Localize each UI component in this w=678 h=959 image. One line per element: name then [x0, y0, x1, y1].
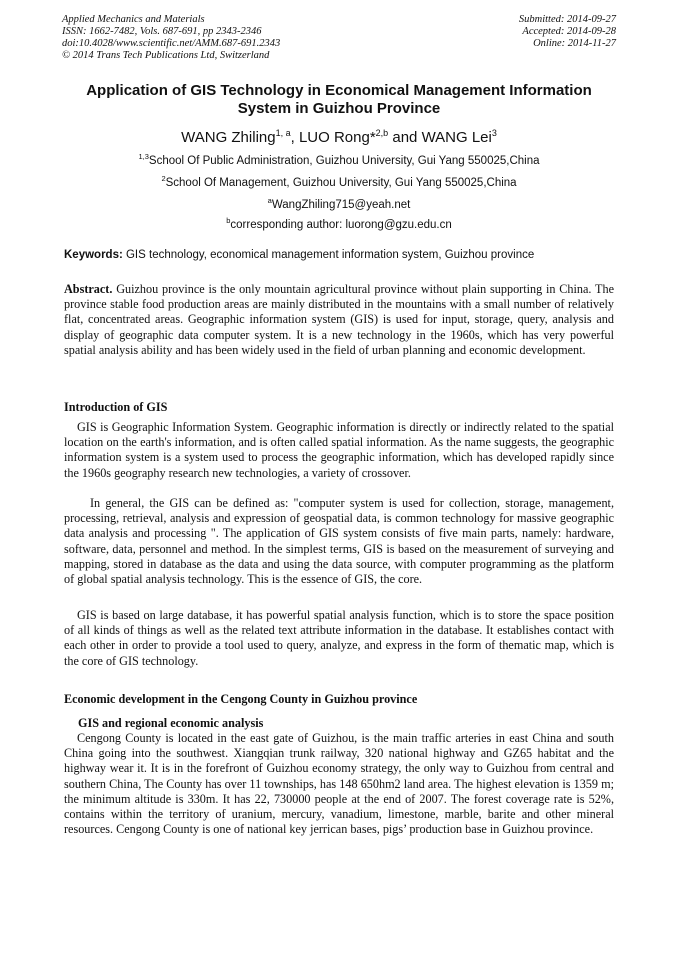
author-2-name: LUO Rong*	[298, 129, 376, 146]
author-separator-2: and	[388, 129, 422, 146]
accepted-date: Accepted: 2014-09-28	[522, 26, 616, 37]
section-1-paragraph-3: GIS is based on large database, it has powerful spatial analysis function, which is to store the space position of all kinds of things as well as the related text attribute information in the database. It establishes contact with each other in order to provide a tool used to query, analyze, and express in the form of thematic map, which is the core of GIS technology.	[64, 608, 614, 668]
title-line-1: Application of GIS Technology in Economical Management Information	[86, 82, 592, 99]
email-b-text: corresponding author: luorong@gzu.edu.cn	[230, 218, 452, 231]
author-1-sup: 1, a	[275, 128, 291, 138]
dates-header	[519, 14, 616, 50]
section-2-paragraph-1: Cengong County is located in the east gate of Guizhou, is the main traffic arteries in east China and south China going into the southwest. Xiangqian trunk railway, 320 national highway and GZ65 habitat and the highway wear it. It is in the forefront of Guizhou economy strategy, the only way to Guizhou from central and southern China, The County has over 11 townships, has 148 650hm2 land area. The highest elevation is 1359 m; the minimum altitude is 330m. It has 22, 730000 people at the end of 2007. The forest coverage rate is 52%, contains within the territory of uranium, mercury, vanadium, limestone, marble, barite and other mineral resources. Cengong County is one of national key jerrican bases, pigs’ production base in Guizhou province.	[64, 731, 614, 837]
email-b	[50, 214, 628, 232]
issn-line: ISSN: 1662-7482, Vols. 687-691, pp 2343-2346	[62, 26, 262, 37]
author-3-name: WANG Lei	[421, 129, 492, 146]
affiliation-2	[50, 172, 628, 190]
author-list	[50, 124, 628, 147]
email-a-text: WangZhiling715@yeah.net	[271, 198, 411, 211]
abstract-label: Abstract.	[64, 282, 113, 296]
online-date: Online: 2014-11-27	[533, 38, 616, 49]
doi-line: doi:10.4028/www.scientific.net/AMM.687-691.2343	[62, 38, 281, 49]
author-1-name: WANG Zhiling	[181, 129, 276, 146]
author-3-sup: 3	[491, 128, 497, 138]
section-1-paragraph-1: GIS is Geographic Information System. Geographic information is directly or indirectly related to the spatial location on the earth's information, and is often called spatial information. As the name suggests, the geographic information system is a system used to process the geographic information, which has developed rapidly since the 1960s geography research new technologies, a variety of crossover.	[64, 420, 614, 480]
affiliation-1	[50, 150, 628, 168]
journal-header	[62, 14, 280, 62]
email-b-sup: b	[226, 216, 231, 225]
email-a	[50, 194, 628, 212]
abstract-text: Guizhou province is the only mountain agricultural province without plain supporting in China. The province stable food production areas are mainly distributed in the mountains with a small number of relatively flat, concentrated areas. Geographic information system (GIS) is used for input, storage, query, analysis and display of geographic data computer system. It is a new technology in the 1960s, which has very powerful spatial analysis ability and has been widely used in the field of urban planning and economic development.	[64, 282, 614, 357]
affiliation-1-sup: 1,3	[138, 152, 149, 161]
paper-title	[50, 82, 628, 118]
affiliation-1-text: School Of Public Administration, Guizhou University, Gui Yang 550025,China	[148, 154, 540, 167]
keywords	[64, 248, 614, 262]
section-2-heading: Economic development in the Cengong County in Guizhou province	[64, 692, 418, 706]
submitted-date: Submitted: 2014-09-27	[518, 14, 616, 25]
copyright-line: © 2014 Trans Tech Publications Ltd, Switzerland	[62, 50, 270, 61]
affiliation-2-sup: 2	[161, 174, 166, 183]
author-2-sup: 2,b	[375, 128, 389, 138]
email-a-sup: a	[267, 196, 272, 205]
author-separator-1: ,	[290, 129, 299, 146]
keywords-text: GIS technology, economical management information system, Guizhou province	[122, 249, 535, 261]
abstract	[64, 282, 614, 358]
section-1-heading: Introduction of GIS	[64, 400, 168, 414]
title-line-2: System in Guizhou Province	[237, 100, 441, 117]
affiliation-2-text: School Of Management, Guizhou University, Gui Yang 550025,China	[165, 176, 517, 189]
keywords-label: Keywords:	[64, 249, 123, 261]
section-1-paragraph-2: In general, the GIS can be defined as: "computer system is used for collection, storage, management, processing, retrieval, analysis and expression of geospatial data, is common technology for massive geographic data analysis and processing ". The application of GIS system consists of five main parts, namely: hardware, software, data, personnel and method. In the simplest terms, GIS is based on the measurement of surveying and mapping, stored in database as the data and using the data source, with computer programming as the platform of global spatial analysis technology. This is the essence of GIS, the core.	[64, 496, 614, 587]
section-2-subheading: GIS and regional economic analysis	[78, 716, 264, 730]
journal-name: Applied Mechanics and Materials	[62, 14, 205, 25]
